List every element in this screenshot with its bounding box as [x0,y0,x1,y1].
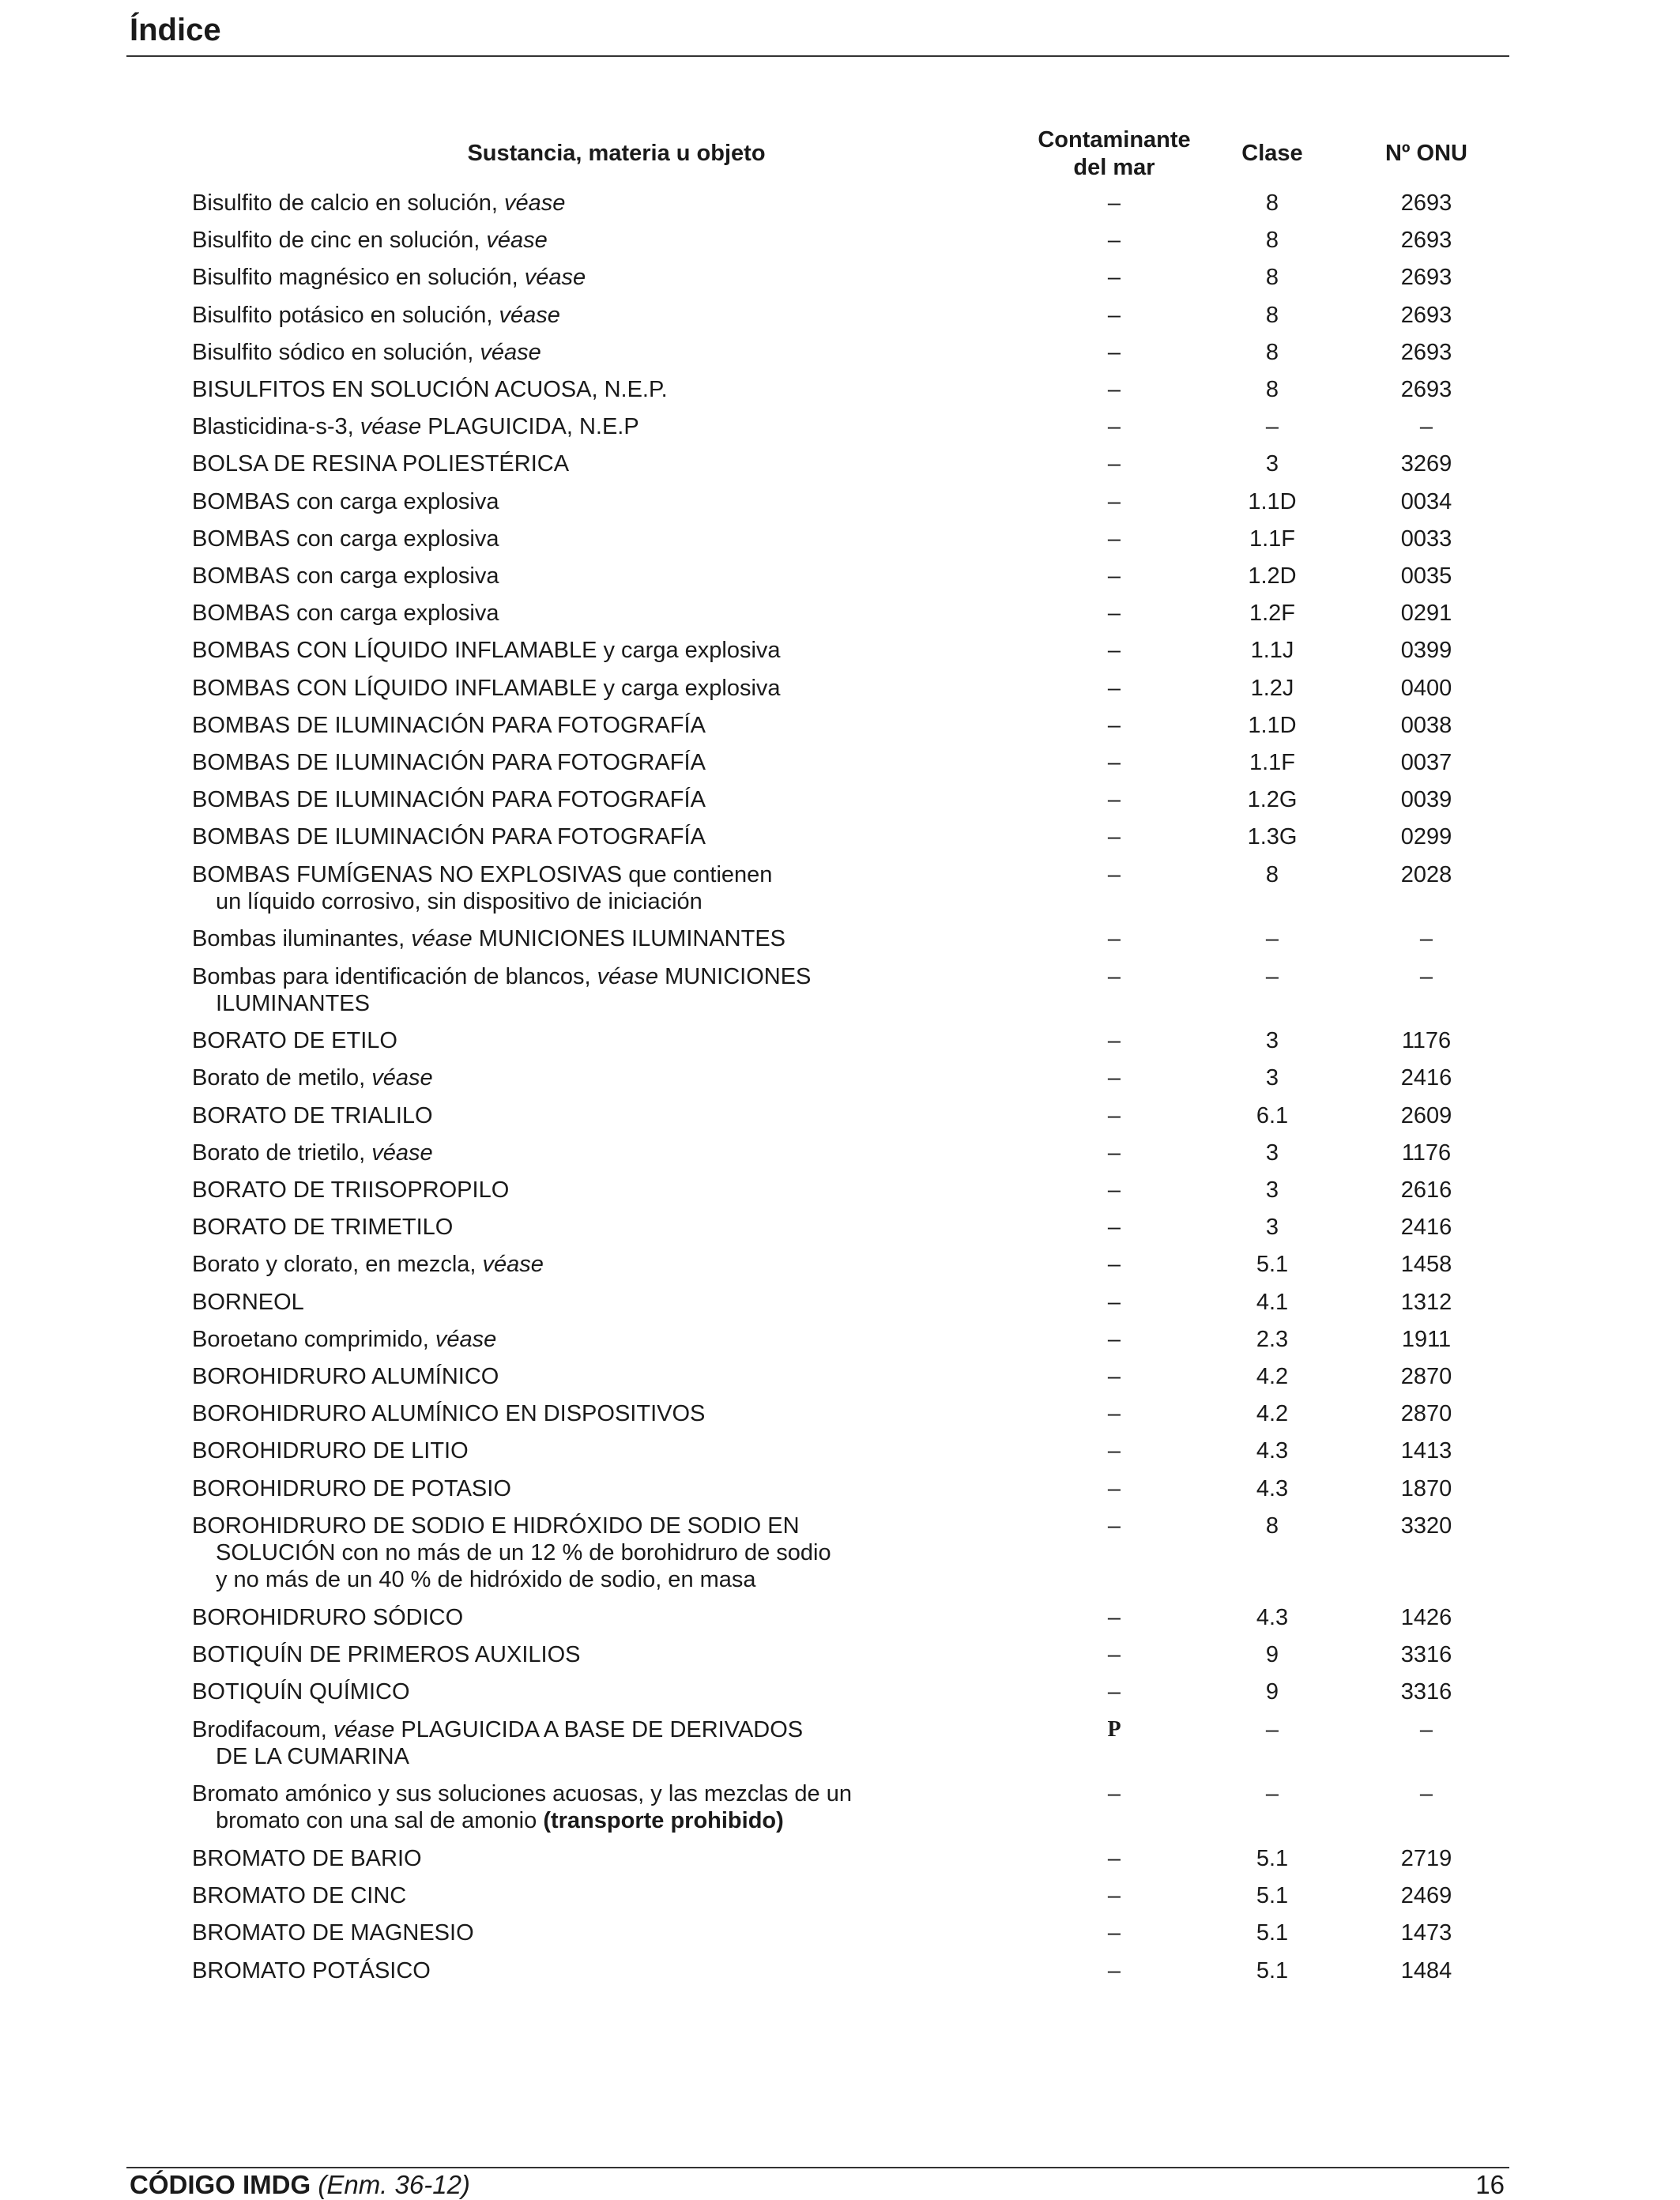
un-number-cell: 2870 [1400,1364,1452,1389]
column-header-marine-pollutant-line2: del mar [1073,155,1155,180]
un-number-cell: – [1419,414,1433,439]
class-cell: 5.1 [1256,1846,1289,1871]
un-number-cell: 0039 [1400,787,1452,812]
footer-edition: (Enm. 36-12) [318,2170,470,2199]
substance-name: Bisulfito de cinc en solución, véase [192,228,548,253]
un-number-cell: 0400 [1400,676,1452,701]
marine-pollutant-cell: – [1107,676,1121,701]
un-number-cell: 1911 [1401,1327,1452,1352]
substance-name: BOMBAS DE ILUMINACIÓN PARA FOTOGRAFÍA [192,713,706,738]
substance-name: BOMBAS DE ILUMINACIÓN PARA FOTOGRAFÍA [192,824,706,849]
un-number-cell: – [1419,1781,1433,1806]
un-number-cell: 2693 [1400,265,1452,290]
marine-pollutant-cell: – [1107,1642,1121,1667]
substance-name: Borato de metilo, véase [192,1065,433,1091]
class-cell: 3 [1265,1028,1279,1053]
column-header-class: Clase [1241,141,1303,166]
page-number: 16 [1475,2170,1505,2199]
substance-name: BOLSA DE RESINA POLIESTÉRICA [192,451,570,477]
substance-name: BOTIQUÍN DE PRIMEROS AUXILIOS [192,1642,581,1667]
un-number-cell: 1484 [1400,1958,1452,1983]
class-cell: 3 [1265,1177,1279,1203]
class-cell: 8 [1265,265,1279,290]
class-cell: 1.1F [1249,526,1296,552]
class-cell: 2.3 [1256,1327,1289,1352]
marine-pollutant-cell: – [1107,414,1121,439]
marine-pollutant-cell: – [1107,190,1121,216]
class-cell: – [1265,926,1279,951]
un-number-cell: 2609 [1400,1103,1452,1128]
un-number-cell: 2416 [1400,1065,1452,1091]
class-cell: 8 [1265,228,1279,253]
substance-name: BROMATO DE BARIO [192,1846,422,1871]
class-cell: 9 [1265,1642,1279,1667]
class-cell: 1.3G [1247,824,1298,849]
class-cell: 3 [1265,1065,1279,1091]
un-number-cell: 1312 [1400,1290,1452,1315]
substance-name: BOMBAS CON LÍQUIDO INFLAMABLE y carga explosiva [192,676,781,701]
substance-name: Bombas para identificación de blancos, véase MUNICIONES ILUMINANTES [192,964,812,1016]
substance-name: Bisulfito de calcio en solución, véase [192,190,566,216]
substance-name: BOMBAS con carga explosiva [192,526,499,552]
class-cell: 4.3 [1256,1438,1289,1464]
substance-name: BOTIQUÍN QUÍMICO [192,1679,410,1705]
substance-name: Borato de trietilo, véase [192,1140,433,1166]
class-cell: 1.2F [1249,601,1296,626]
class-cell: – [1265,1717,1279,1742]
class-cell: 3 [1265,1215,1279,1240]
marine-pollutant-cell: – [1107,787,1121,812]
class-cell: 1.1D [1248,489,1297,514]
class-cell: 8 [1265,190,1279,216]
class-cell: 6.1 [1256,1103,1289,1128]
marine-pollutant-cell: – [1107,1215,1121,1240]
class-cell: 3 [1265,1140,1279,1166]
un-number-cell: 2693 [1400,377,1452,402]
class-cell: 5.1 [1256,1958,1289,1983]
substance-name: Boroetano comprimido, véase [192,1327,497,1352]
un-number-cell: 1473 [1400,1920,1452,1946]
marine-pollutant-cell: – [1107,1177,1121,1203]
substance-name: BORATO DE TRIALILO [192,1103,433,1128]
class-cell: 1.2J [1250,676,1294,701]
marine-pollutant-cell: – [1107,1883,1121,1908]
un-number-cell: 2616 [1400,1177,1452,1203]
footer-publication [130,2170,470,2200]
substance-name: Bisulfito sódico en solución, véase [192,340,541,365]
marine-pollutant-cell: – [1107,926,1121,951]
substance-name: BORATO DE TRIMETILO [192,1215,454,1240]
substance-name: BOROHIDRURO ALUMÍNICO [192,1364,499,1389]
marine-pollutant-cell: – [1107,1846,1121,1871]
marine-pollutant-cell: – [1107,1438,1121,1464]
page-header [126,11,1509,57]
substance-name: BOMBAS con carga explosiva [192,489,499,514]
marine-pollutant-cell: – [1107,1958,1121,1983]
substance-name: Borato y clorato, en mezcla, véase [192,1252,544,1277]
un-number-cell: 2693 [1400,340,1452,365]
substance-name: BROMATO POTÁSICO [192,1958,431,1983]
class-cell: 4.3 [1256,1605,1289,1630]
marine-pollutant-cell: – [1107,750,1121,775]
marine-pollutant-cell: – [1107,340,1121,365]
marine-pollutant-cell: – [1107,1513,1121,1539]
column-header-marine-pollutant-line1: Contaminante [1038,127,1191,153]
substance-name: BORNEOL [192,1290,304,1315]
marine-pollutant-cell: – [1107,1327,1121,1352]
class-cell: 8 [1265,1513,1279,1539]
un-number-cell: – [1419,926,1433,951]
class-cell: 8 [1265,862,1279,887]
un-number-cell: 1413 [1400,1438,1452,1464]
class-cell: – [1265,1781,1279,1806]
page-footer [126,2167,1509,2199]
un-number-cell: 0038 [1400,713,1452,738]
un-number-cell: 0291 [1400,601,1452,626]
marine-pollutant-cell: – [1107,377,1121,402]
class-cell: 1.1J [1250,638,1294,663]
un-number-cell: 2693 [1400,228,1452,253]
marine-pollutant-cell: – [1107,964,1121,989]
marine-pollutant-cell: – [1107,1364,1121,1389]
class-cell: 8 [1265,340,1279,365]
marine-pollutant-cell: – [1107,638,1121,663]
substance-name: BOROHIDRURO DE POTASIO [192,1476,511,1501]
substance-name: BROMATO DE CINC [192,1883,407,1908]
un-number-cell: 1458 [1400,1252,1452,1277]
class-cell: 1.1D [1248,713,1297,738]
un-number-cell: 2469 [1400,1883,1452,1908]
substance-name: BOMBAS con carga explosiva [192,601,499,626]
class-cell: – [1265,964,1279,989]
un-number-cell: 0299 [1400,824,1452,849]
class-cell: 3 [1265,451,1279,477]
substance-name: Bisulfito potásico en solución, véase [192,303,560,328]
marine-pollutant-cell: – [1107,824,1121,849]
marine-pollutant-cell: – [1107,303,1121,328]
marine-pollutant-cell: – [1107,228,1121,253]
marine-pollutant-cell: – [1107,1290,1121,1315]
marine-pollutant-cell: P [1107,1717,1121,1742]
un-number-cell: 0034 [1400,489,1452,514]
marine-pollutant-cell: – [1107,489,1121,514]
un-number-cell: 0037 [1400,750,1452,775]
substance-name: BOMBAS con carga explosiva [192,563,499,589]
substance-name: BROMATO DE MAGNESIO [192,1920,474,1946]
substance-name: Bombas iluminantes, véase MUNICIONES ILUMINANTES [192,926,786,951]
class-cell: 5.1 [1256,1883,1289,1908]
class-cell: 8 [1265,303,1279,328]
substance-name: Brodifacoum, véase PLAGUICIDA A BASE DE DERIVADOS DE LA CUMARINA [192,1717,804,1769]
page-title: Índice [130,13,221,47]
class-cell: 8 [1265,377,1279,402]
marine-pollutant-cell: – [1107,451,1121,477]
marine-pollutant-cell: – [1107,1605,1121,1630]
marine-pollutant-cell: – [1107,563,1121,589]
un-number-cell: 2693 [1400,303,1452,328]
substance-name: BORATO DE ETILO [192,1028,397,1053]
un-number-cell: 2719 [1400,1846,1452,1871]
substance-name: BOMBAS FUMÍGENAS NO EXPLOSIVAS que contienen un líquido corrosivo, sin dispositivo de iniciación [192,862,773,914]
column-header-marine-pollutant [1019,126,1209,182]
class-cell: 5.1 [1256,1920,1289,1946]
substance-name: BOROHIDRURO DE SODIO E HIDRÓXIDO DE SODIO EN SOLUCIÓN con no más de un 12 % de borohidruro de sodio y no más de un 40 % de hidróxido de sodio, en masa [192,1513,831,1592]
table-header [0,126,1680,182]
substance-name: BOMBAS DE ILUMINACIÓN PARA FOTOGRAFÍA [192,750,706,775]
un-number-cell: – [1419,1717,1433,1742]
marine-pollutant-cell: – [1107,1781,1121,1806]
marine-pollutant-cell: – [1107,1401,1121,1426]
un-number-cell: 1870 [1400,1476,1452,1501]
un-number-cell: 2693 [1400,190,1452,216]
marine-pollutant-cell: – [1107,526,1121,552]
un-number-cell: 0033 [1400,526,1452,552]
class-cell: 1.2G [1247,787,1298,812]
column-header-substance: Sustancia, materia u objeto [467,141,766,166]
footer-code: CÓDIGO IMDG [130,2170,311,2199]
marine-pollutant-cell: – [1107,601,1121,626]
class-cell: – [1265,414,1279,439]
substance-name: Bromato amónico y sus soluciones acuosas, y las mezclas de un bromato con una sal de amonio (transporte prohibido) [192,1781,852,1833]
marine-pollutant-cell: – [1107,1028,1121,1053]
marine-pollutant-cell: – [1107,1252,1121,1277]
class-cell: 4.2 [1256,1364,1289,1389]
un-number-cell: 3320 [1400,1513,1452,1539]
marine-pollutant-cell: – [1107,1103,1121,1128]
class-cell: 5.1 [1256,1252,1289,1277]
marine-pollutant-cell: – [1107,862,1121,887]
un-number-cell: 2416 [1400,1215,1452,1240]
marine-pollutant-cell: – [1107,713,1121,738]
un-number-cell: 3316 [1400,1679,1452,1705]
substance-name: BOMBAS CON LÍQUIDO INFLAMABLE y carga explosiva [192,638,781,663]
un-number-cell: 2028 [1400,862,1452,887]
substance-name: Bisulfito magnésico en solución, véase [192,265,586,290]
substance-name: BOMBAS DE ILUMINACIÓN PARA FOTOGRAFÍA [192,787,706,812]
substance-name: BISULFITOS EN SOLUCIÓN ACUOSA, N.E.P. [192,377,668,402]
class-cell: 1.1F [1249,750,1296,775]
un-number-cell: 1426 [1400,1605,1452,1630]
marine-pollutant-cell: – [1107,1140,1121,1166]
class-cell: 1.2D [1248,563,1297,589]
substance-name: BOROHIDRURO DE LITIO [192,1438,469,1464]
un-number-cell: 0035 [1400,563,1452,589]
un-number-cell: – [1419,964,1433,989]
class-cell: 4.3 [1256,1476,1289,1501]
un-number-cell: 1176 [1401,1140,1452,1166]
substance-name: BOROHIDRURO SÓDICO [192,1605,464,1630]
un-number-cell: 3316 [1400,1642,1452,1667]
class-cell: 4.1 [1256,1290,1289,1315]
un-number-cell: 1176 [1401,1028,1452,1053]
marine-pollutant-cell: – [1107,1920,1121,1946]
un-number-cell: 3269 [1400,451,1452,477]
marine-pollutant-cell: – [1107,1065,1121,1091]
substance-name: Blasticidina-s-3, véase PLAGUICIDA, N.E.P [192,414,639,439]
un-number-cell: 2870 [1400,1401,1452,1426]
marine-pollutant-cell: – [1107,1679,1121,1705]
class-cell: 9 [1265,1679,1279,1705]
column-header-un-number: Nº ONU [1384,141,1468,166]
marine-pollutant-cell: – [1107,265,1121,290]
un-number-cell: 0399 [1400,638,1452,663]
class-cell: 4.2 [1256,1401,1289,1426]
marine-pollutant-cell: – [1107,1476,1121,1501]
substance-name: BOROHIDRURO ALUMÍNICO EN DISPOSITIVOS [192,1401,706,1426]
substance-name: BORATO DE TRIISOPROPILO [192,1177,510,1203]
